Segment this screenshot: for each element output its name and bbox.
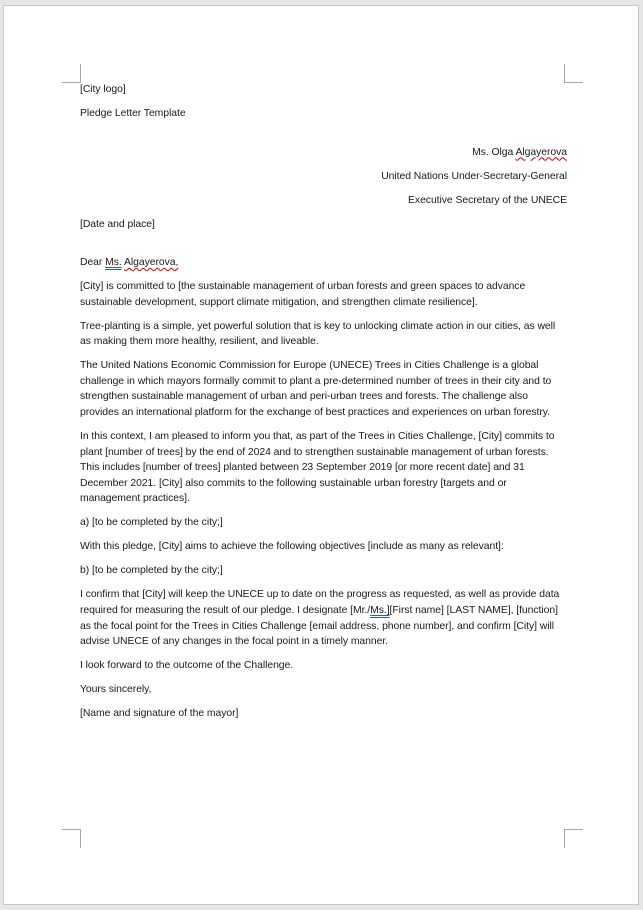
paragraph-confirmation: [80, 587, 567, 649]
paragraph-challenge-intro: The United Nations Economic Commission for Europe (UNECE) Trees in Cities Challenge is a global challenge in which mayors formally commit to plant a pre-determined number of trees in their city and to strengthen sustainable management of urban and peri-urban trees and forests. The challenge also provides an international platform for the exchange of best practices and experiences on urban forestry.: [80, 360, 552, 419]
paragraph-commitment: [City] is committed to [the sustainable management of urban forests and green spaces to advance sustainable development, support climate mitigation, and strengthen climate resilience].: [80, 281, 526, 308]
margin-mark-top-right: [564, 64, 583, 83]
document-body[interactable]: [80, 82, 567, 730]
salutation-surname-spelling-flag[interactable]: Algayerova,: [124, 257, 179, 269]
margin-mark-bottom-left: [62, 829, 81, 848]
city-logo-placeholder: [City logo]: [80, 84, 126, 95]
margin-mark-top-left: [62, 64, 81, 83]
salutation-dear: Dear: [80, 257, 106, 269]
document-page[interactable]: [3, 5, 639, 905]
list-item-a: a) [to be completed by the city;]: [80, 517, 223, 529]
paragraph-tree-planting: Tree-planting is a simple, yet powerful solution that is key to unlocking climate action in our cities, as well as making them more healthy, resilient, and liveable.: [80, 320, 556, 348]
list-item-b: b) [to be completed by the city;]: [80, 565, 223, 577]
signature-placeholder: [Name and signature of the mayor]: [80, 708, 239, 720]
sign-off: Yours sincerely,: [80, 684, 152, 696]
margin-mark-bottom-right: [564, 829, 583, 848]
recipient-role: Executive Secretary of the UNECE: [408, 194, 567, 206]
salutation-title-grammar-flag[interactable]: Ms.: [105, 257, 122, 269]
confirmation-grammar-flag[interactable]: Ms.]: [370, 604, 390, 616]
recipient-name-prefix: Ms. Olga: [472, 146, 516, 158]
confirmation-text-part2: [First name] [LAST NAME], [function] as the focal point for the Trees in Cities Challenge [email address, phone number], and confirm [City] will advise UNECE of any changes in the focal point in a timely manner.: [80, 604, 558, 648]
paragraph-context: In this context, I am pleased to inform you that, as part of the Trees in Cities Challenge, [City] commits to plant [number of trees] by the end of 2024 and to strengthen sustainable management of urban forests. This includes [number of trees] planted between 23 September 2019 [or more recent date] and 31 December 2021. [City] also commits to the following sustainable urban forestry [targets and or management practices].: [80, 431, 555, 505]
recipient-surname-spelling-flag[interactable]: Algayerova: [515, 146, 567, 158]
recipient-title: United Nations Under-Secretary-General: [381, 170, 567, 182]
salutation: [80, 255, 567, 271]
document-title: Pledge Letter Template: [80, 107, 186, 119]
paragraph-closing: I look forward to the outcome of the Challenge.: [80, 660, 294, 672]
paragraph-objectives-intro: With this pledge, [City] aims to achieve the following objectives [include as many as relevant]:: [80, 541, 504, 553]
recipient-name: [80, 145, 567, 161]
date-and-place: [Date and place]: [80, 218, 155, 230]
confirmation-text-part1: I confirm that [City] will keep the UNECE up to date on the progress as requested, as well as provide data required for measuring the result of our pledge. I designate [Mr./: [80, 589, 560, 616]
